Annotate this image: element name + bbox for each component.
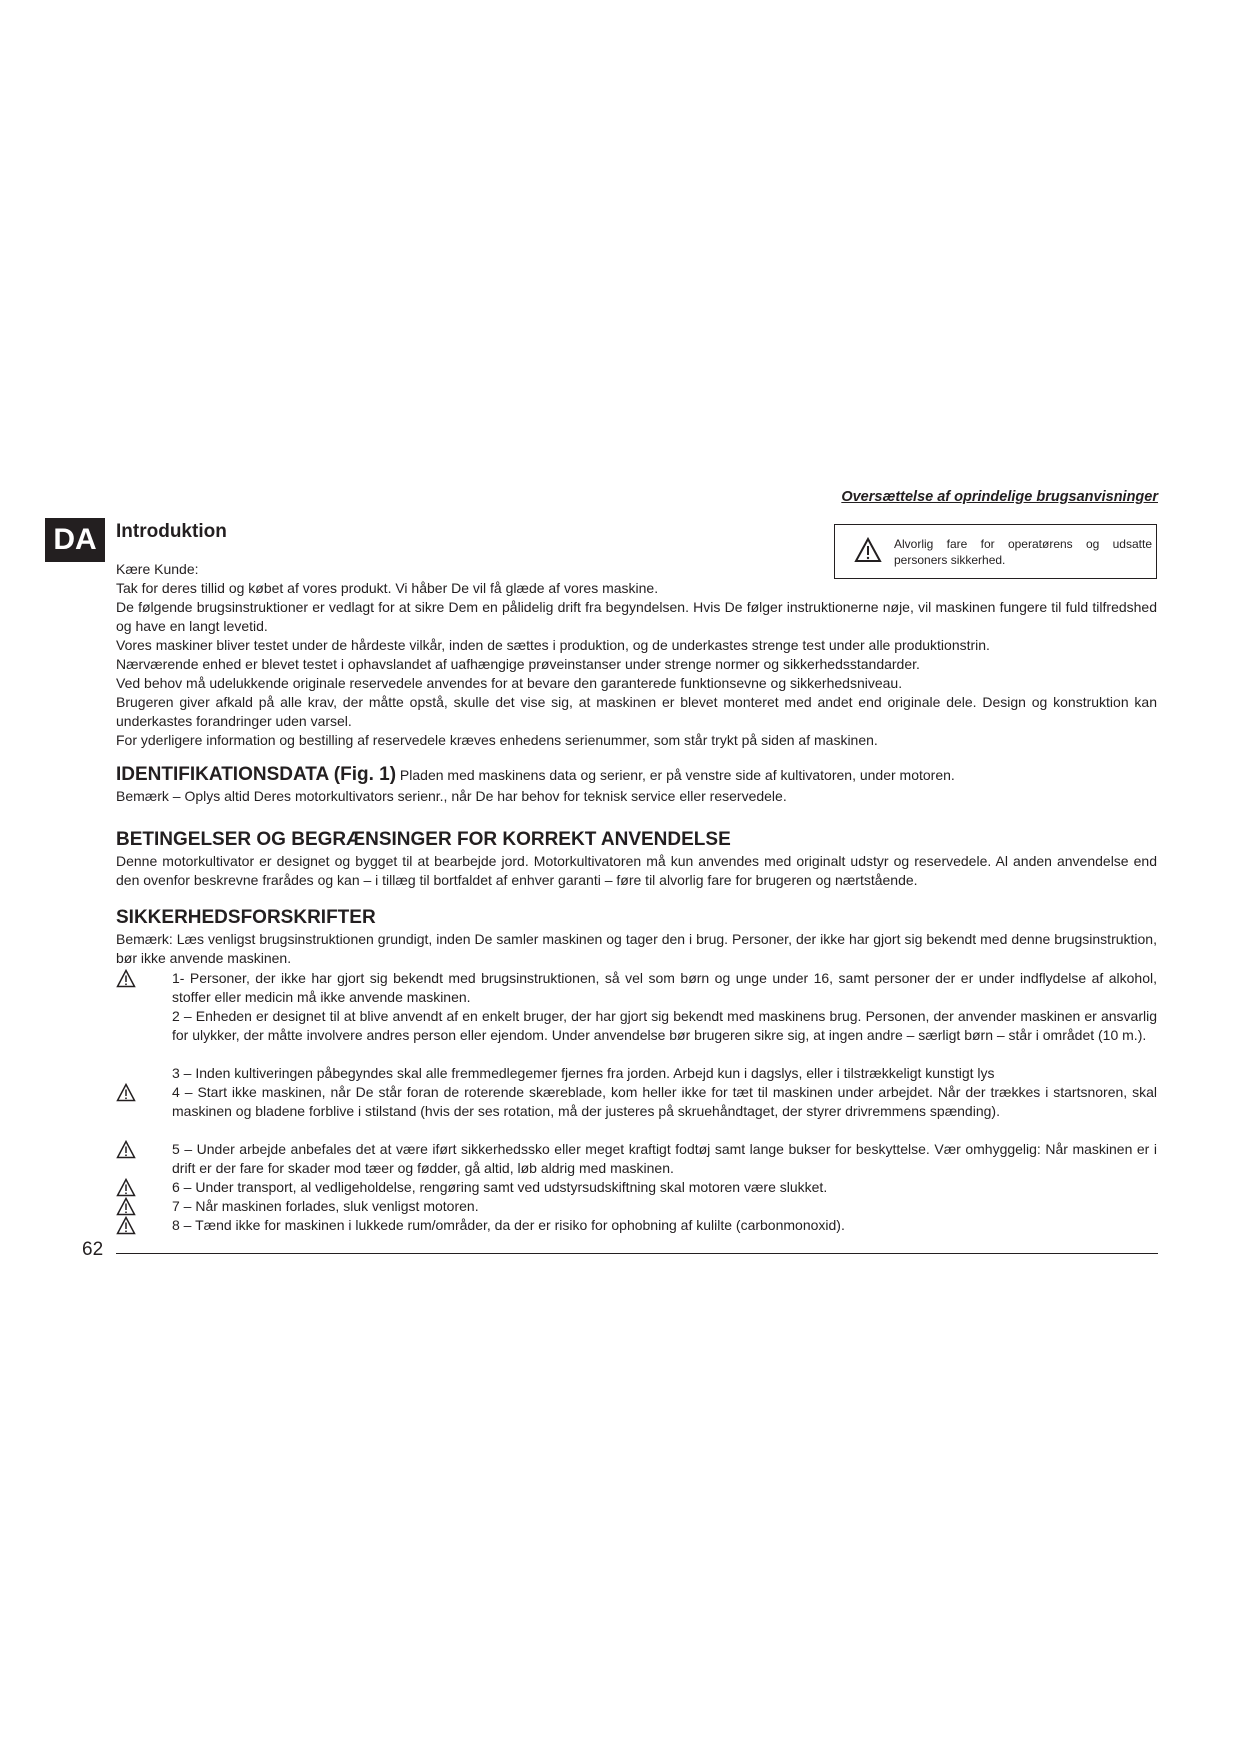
safety-item-1: 1- Personer, der ikke har gjort sig bekendt med brugsinstruktionen, så vel som børn og unge under 16, samt personer der er under indflydelse af alkohol, stoffer eller medicin må ikke anvende maskinen. — [172, 970, 1157, 1005]
footer-rule — [116, 1253, 1158, 1254]
warning-triangle-icon — [116, 1216, 136, 1235]
safety-item-7: 7 – Når maskinen forlades, sluk venligst motoren. — [172, 1198, 479, 1214]
safety-item-4: 4 – Start ikke maskinen, når De står foran de roterende skæreblade, kom heller ikke for tæt til maskinen under arbejdet. Når der trækkes i startsnoren, skal maskinen og bladene forblive i stilstand (hvis der ses rotation, må der justeres på skruehåndtaget, der styrer drivremmens spænding). — [172, 1084, 1157, 1119]
conditions-text: Denne motorkultivator er designet og bygget til at bearbejde jord. Motorkultivatoren må kun anvendes med originalt udstyr og reservedele. Al anden anvendelse end den ovenfor beskrevne frarådes og kan – i tillæg til bortfaldet af enhver garanti – føre til alvorlig fare for brugeren og nærtstående. — [116, 853, 1157, 888]
ident-note: Bemærk – Oplys altid Deres motorkultivators serienr., når De har behov for teknisk service eller reservedele. — [116, 788, 787, 804]
safety-item-3: 3 – Inden kultiveringen påbegyndes skal alle fremmedlegemer fjernes fra jorden. Arbejd kun i dagslys, eller i tilstrækkeligt kunstigt lys — [172, 1065, 995, 1081]
safety-item-5: 5 – Under arbejde anbefales det at være iført sikkerhedssko eller meget kraftigt fodtøj samt lange bukser for beskyttelse. Vær omhyggelig: Når maskinen er i drift er der fare for skader mod tæer og fødder, gå altid, løb aldrig med maskinen. — [172, 1141, 1157, 1176]
language-tab: DA — [45, 518, 105, 562]
intro-paragraph: Ved behov må udelukkende originale reservedele anvendes for at bevare den garanterede funktionsevne og sikkerhedsniveau. — [116, 675, 903, 691]
ident-heading: IDENTIFIKATIONSDATA (Fig. 1) — [116, 764, 397, 785]
safety-heading: SIKKERHEDSFORSKRIFTER — [116, 907, 376, 928]
intro-paragraph: Vores maskiner bliver testet under de hårdeste vilkår, inden de sættes i produktion, og de underkastes strenge test under alle produktionstrin. — [116, 637, 990, 653]
warning-box-text: Alvorlig fare for operatørens og udsatte personers sikkerhed. — [894, 537, 1152, 567]
intro-paragraph: Tak for deres tillid og købet af vores produkt. Vi håber De vil få glæde af vores maskine. — [116, 580, 659, 596]
safety-item-2: 2 – Enheden er designet til at blive anvendt af en enkelt bruger, der har gjort sig bekendt med maskinens brug. Personen, der anvender maskinen er ansvarlig for ulykker, der måtte involvere andres person eller ejendom. Under anvendelse bør brugeren sikre sig, at ingen andre – særligt børn – står i området (10 m.). — [172, 1008, 1157, 1043]
intro-paragraph: For yderligere information og bestilling af reservedele kræves enhedens serienummer, som står trykt på siden af maskinen. — [116, 732, 878, 748]
safety-item-6: 6 – Under transport, al vedligeholdelse, rengøring samt ved udstyrsudskiftning skal motoren være slukket. — [172, 1179, 828, 1195]
intro-body — [116, 579, 1157, 750]
document-subtitle: Oversættelse af oprindelige brugsanvisninger — [841, 489, 1158, 505]
warning-triangle-icon — [116, 969, 136, 988]
intro-heading: Introduktion — [116, 521, 227, 542]
page-number: 62 — [82, 1239, 104, 1260]
safety-intro: Bemærk: Læs venligst brugsinstruktionen grundigt, inden De samler maskinen og tager den i brug. Personer, der ikke har gjort sig bekendt med denne brugsinstruktion, bør ikke anvende maskinen. — [116, 931, 1157, 966]
intro-paragraph: Brugeren giver afkald på alle krav, der måtte opstå, skulle det vise sig, at maskinen er blevet monteret med andet end originale dele. Design og konstruktion kan underkastes forandringer uden varsel. — [116, 694, 1157, 729]
safety-item-8: 8 – Tænd ikke for maskinen i lukkede rum/områder, da der er risiko for ophobning af kulilte (carbonmonoxid). — [172, 1217, 845, 1233]
intro-paragraph: Nærværende enhed er blevet testet i ophavslandet af uafhængige prøveinstanser under strenge normer og sikkerhedsstandarder. — [116, 656, 920, 672]
intro-paragraph: De følgende brugsinstruktioner er vedlagt for at sikre Dem en pålidelig drift fra begyndelsen. Hvis De følger instruktionerne nøje, vil maskinen fungere til fuld tilfredshed og have en langt levetid. — [116, 599, 1157, 634]
warning-triangle-icon — [116, 1197, 136, 1216]
warning-triangle-icon — [116, 1178, 136, 1197]
warning-triangle-icon — [116, 1083, 136, 1102]
warning-triangle-icon — [116, 1140, 136, 1159]
ident-line — [116, 764, 1157, 786]
intro-greeting: Kære Kunde: — [116, 561, 199, 577]
ident-inline-text: Pladen med maskinens data og serienr, er på venstre side af kultivatoren, under motoren. — [396, 767, 955, 783]
conditions-heading: BETINGELSER OG BEGRÆNSINGER FOR KORREKT ANVENDELSE — [116, 829, 731, 850]
